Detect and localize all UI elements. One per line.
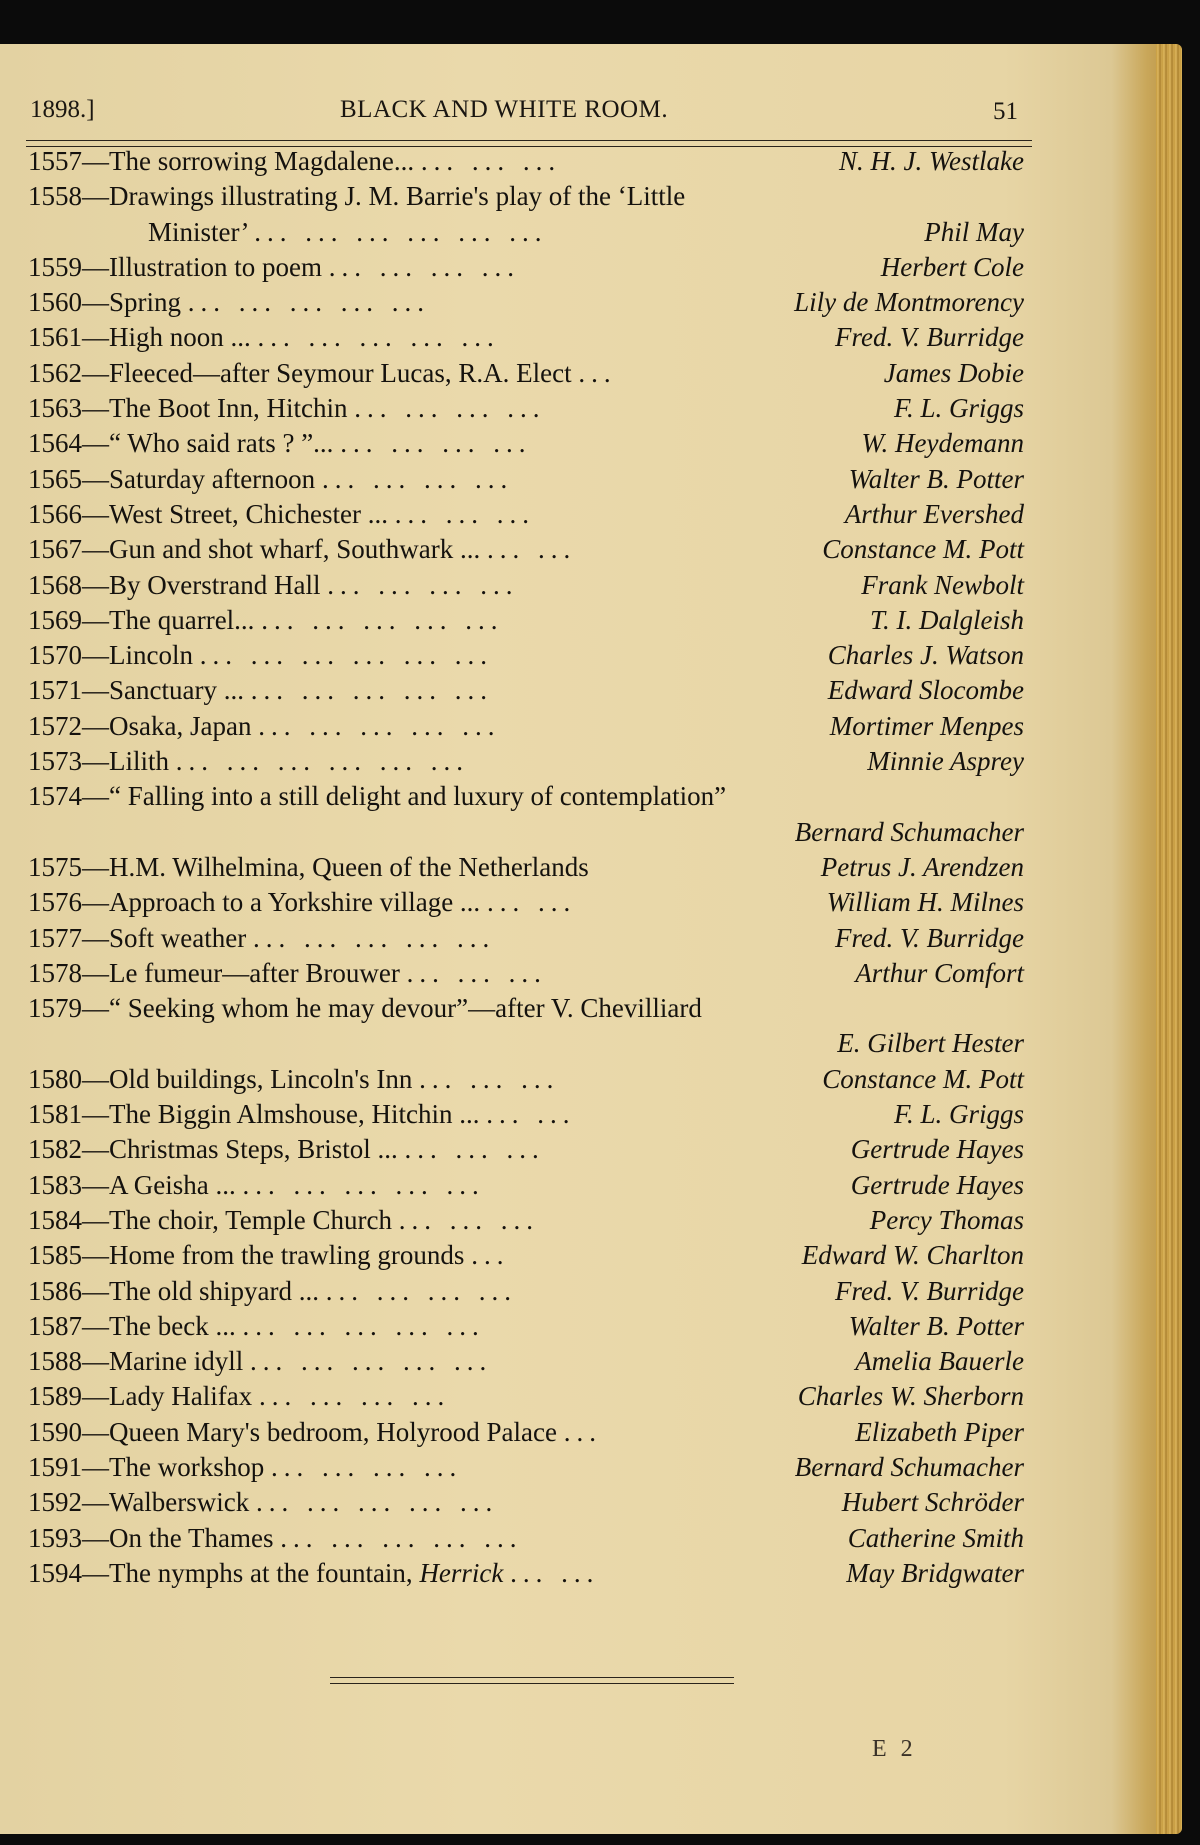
entry-dash: — [82,993,109,1024]
entry-dash: — [82,781,109,812]
catalogue-entry [28,1309,1032,1344]
entry-number: 1558 [28,181,82,212]
entry-dash: — [82,251,109,282]
entry-artist: T. I. Dalgleish [870,604,1024,635]
entry-number: 1577 [28,922,82,953]
entry-title: Osaka, Japan [109,710,252,741]
catalogue-entry [28,1168,1032,1203]
catalogue-entry [28,462,1032,497]
entry-text [28,358,617,388]
dot-leader: ... [471,1240,510,1271]
catalogue-entry [28,1097,1032,1132]
entry-title: Gun and shot wharf, Southwark ... [109,534,481,565]
entry-number: 1573 [28,746,82,777]
entry-text [28,887,576,917]
entry-number: 1565 [28,463,82,494]
entry-artist: William H. Milnes [826,887,1024,918]
entry-dash: — [82,569,109,600]
catalogue-entry [28,215,1032,250]
entry-title: Soft weather [109,922,247,953]
entry-number: 1561 [28,322,82,353]
entry-title: Minister’ [148,216,248,247]
entry-artist: Percy Thomas [869,1204,1024,1235]
entry-number: 1578 [28,957,82,988]
entry-artist: Arthur Evershed [844,498,1024,529]
entry-artist: Constance M. Pott [822,534,1024,565]
entry-title: “ Falling into a still delight and luxury of contemplation” [109,781,727,812]
running-head-title: BLACK AND WHITE ROOM. [340,96,669,123]
entry-text [28,393,545,423]
running-head [30,96,1032,136]
entry-number: 1586 [28,1275,82,1306]
entry-artist: Fred. V. Burridge [835,322,1024,353]
catalogue-entry [28,709,1032,744]
entry-artist: Phil May [924,216,1024,247]
entry-title: Old buildings, Lincoln's Inn [109,1063,413,1094]
entry-text [28,428,531,458]
entry-number: 1580 [28,1063,82,1094]
book-page [0,44,1182,1834]
entry-artist: E. Gilbert Hester [837,1028,1024,1059]
dot-leader: ... ... ... ... [270,1451,463,1482]
entry-number: 1557 [28,146,82,176]
entry-dash: — [82,1487,109,1518]
catalogue-entry [28,391,1032,426]
entry-title: “ Seeking whom he may devour”—after V. Chevilliard [109,993,702,1024]
entry-text [28,287,430,317]
entry-title: Christmas Steps, Bristol ... [109,1134,398,1165]
entry-number: 1575 [28,851,82,882]
entry-number: 1571 [28,675,82,706]
entry-title: Drawings illustrating J. M. Barrie's play of the ‘Little [109,181,686,212]
entry-dash: — [82,534,109,565]
entry-number: 1570 [28,640,82,671]
entry-artist: Elizabeth Piper [855,1416,1024,1447]
entry-number: 1567 [28,534,82,565]
signature-mark: E 2 [872,1736,917,1762]
dot-leader: ... ... ... ... ... [256,1487,499,1518]
dot-leader: ... ... ... [419,1063,560,1094]
entry-dash: — [82,1240,109,1271]
entry-artist: May Bridgwater [846,1557,1024,1588]
entry-title: Fleeced—after Seymour Lucas, R.A. Elect [109,357,572,388]
catalogue-entry [28,144,1032,179]
entry-text [28,1064,559,1094]
entry-title: The workshop [109,1451,265,1482]
entry-number: 1564 [28,428,82,459]
entry-dash: — [82,498,109,529]
entry-artist: Gertrude Hayes [850,1134,1024,1165]
entry-number: 1579 [28,993,82,1024]
entry-title: A Geisha ... [109,1169,236,1200]
entry-number: 1584 [28,1204,82,1235]
entry-artist: Fred. V. Burridge [835,922,1024,953]
entry-title: H.M. Wilhelmina, Queen of the Netherlands [109,851,589,882]
catalogue-entry [28,603,1032,638]
entry-artist: Minnie Asprey [867,746,1024,777]
entry-dash: — [82,1451,109,1482]
entry-dash: — [82,1134,109,1165]
entry-title: The choir, Temple Church [109,1204,392,1235]
dot-leader: ... ... ... ... ... [261,604,504,635]
entry-artist: Charles W. Sherborn [797,1381,1024,1412]
entry-dash: — [82,146,109,176]
entry-dash: — [82,1063,109,1094]
entry-text [28,781,726,811]
entry-text [28,711,500,741]
entry-number: 1594 [28,1557,82,1588]
dot-leader: ... ... ... ... ... [258,710,501,741]
entry-artist: Bernard Schumacher [794,1451,1024,1482]
entry-text [28,923,495,953]
entry-dash: — [82,1275,109,1306]
entry-text [28,1452,462,1482]
dot-leader: ... ... ... ... ... [242,1310,485,1341]
entry-text [28,993,702,1023]
catalogue-entry [28,356,1032,391]
catalogue-entry [28,1344,1032,1379]
dot-leader: ... ... ... ... ... [249,1346,493,1377]
dot-leader: ... ... ... ... [327,569,519,600]
entry-number: 1568 [28,569,82,600]
entry-dash: — [82,322,109,353]
entry-dash: — [82,181,109,212]
dot-leader: ... ... ... ... [354,393,546,424]
entry-title: Walberswick [109,1487,250,1518]
entry-number: 1569 [28,604,82,635]
dot-leader: ... [578,357,617,388]
entry-text [28,252,520,282]
catalogue-entry [28,1485,1032,1520]
entry-text [28,1558,599,1588]
entry-title: Lincoln [109,640,193,671]
entry-artist: Bernard Schumacher [794,816,1024,847]
entry-number: 1560 [28,287,82,318]
catalogue-entry [28,673,1032,708]
entry-title: The Biggin Almshouse, Hitchin ... [109,1099,480,1130]
entry-number: 1566 [28,498,82,529]
catalogue-entry [28,1132,1032,1167]
entry-artist: F. L. Griggs [893,1099,1024,1130]
entry-number: 1591 [28,1451,82,1482]
catalogue-entry [28,815,1032,850]
entry-title: Queen Mary's bedroom, Holyrood Palace [109,1416,557,1447]
entry-number: 1590 [28,1416,82,1447]
running-head-year: 1898.] [30,96,95,123]
entry-text [28,1240,509,1270]
entry-artist: Edward W. Charlton [801,1240,1024,1271]
entry-artist: Frank Newbolt [861,569,1024,600]
catalogue-entry [28,885,1032,920]
dot-leader: ... ... ... ... ... [242,1169,485,1200]
entry-title: Saturday afternoon [109,463,316,494]
entry-text [28,746,469,776]
entry-text [28,675,493,705]
entry-title: West Street, Chichester ... [109,498,389,529]
entry-text [28,181,685,211]
entry-text [28,1311,485,1341]
dot-leader: ... ... [486,534,577,565]
entry-artist: Constance M. Pott [822,1063,1024,1094]
entry-title: On the Thames [109,1522,274,1553]
entry-dash: — [82,1557,109,1588]
entry-artist: Mortimer Menpes [829,710,1024,741]
entry-text [28,605,503,635]
entry-dash: — [82,463,109,494]
book-binding-edge [1156,44,1182,1834]
entry-title: Le fumeur—after Brouwer [109,957,400,988]
entry-number: 1582 [28,1134,82,1165]
page-number: 51 [993,98,1018,125]
catalogue-entry [28,1203,1032,1238]
entry-artist: Lily de Montmorency [794,287,1024,318]
dot-leader: ... ... ... [420,146,562,176]
entry-text [28,499,535,529]
entry-dash: — [82,675,109,706]
entry-dash: — [82,710,109,741]
catalogue-entry [28,1556,1032,1591]
entry-text [28,322,500,352]
catalogue-entry [28,779,1032,814]
entry-artist: Walter B. Potter [848,463,1024,494]
entry-number: 1593 [28,1522,82,1553]
entry-dash: — [82,1204,109,1235]
entry-number: 1585 [28,1240,82,1271]
entry-text [28,1205,539,1235]
entry-number: 1581 [28,1099,82,1130]
dot-leader: ... ... [486,887,577,918]
catalogue-entry [28,1026,1032,1061]
catalogue-entry [28,921,1032,956]
dot-leader: ... ... ... ... [328,251,520,282]
catalogue-entry [28,568,1032,603]
dot-leader: ... ... ... ... ... [257,322,500,353]
dot-leader: ... [563,1416,602,1447]
entry-title: Spring [109,287,182,318]
entry-text [28,1381,450,1411]
dot-leader: ... ... ... ... [321,463,514,494]
entry-dash: — [82,1381,109,1412]
dot-leader: ... ... ... [404,1134,545,1165]
entry-dash: — [82,428,109,459]
catalogue-entry [28,744,1032,779]
entry-dash: — [82,922,109,953]
entry-dash: — [82,640,109,671]
entry-number: 1572 [28,710,82,741]
entry-artist: N. H. J. Westlake [839,146,1024,176]
entry-dash: — [82,1522,109,1553]
entry-number: 1589 [28,1381,82,1412]
entry-title: By Overstrand Hall [109,569,321,600]
dot-leader: ... ... ... [406,957,547,988]
dot-leader: ... ... ... ... ... ... [254,216,548,247]
dot-leader: ... ... ... ... ... [252,922,496,953]
entry-text [28,1099,576,1129]
entry-title: The Boot Inn, Hitchin [109,393,348,424]
entry-dash: — [82,1310,109,1341]
entry-dash: — [82,287,109,318]
entry-dash: — [82,357,109,388]
dot-leader: ... ... [510,1557,600,1588]
catalogue-entry [28,1379,1032,1414]
entry-number: 1583 [28,1169,82,1200]
entry-text [28,534,576,564]
entry-number: 1574 [28,781,82,812]
entry-title: The old shipyard ... [109,1275,319,1306]
entry-artist: Arthur Comfort [855,957,1024,988]
entry-text [28,464,513,494]
entry-artist: Amelia Bauerle [855,1346,1024,1377]
entry-title: Marine idyll [109,1346,244,1377]
dot-leader: ... ... ... ... ... [187,287,431,318]
entry-title: Sanctuary ... [109,675,244,706]
entry-artist: Charles J. Watson [827,640,1024,671]
entry-title: The quarrel... [109,604,255,635]
catalogue-entry [28,956,1032,991]
entry-artist: F. L. Griggs [893,393,1024,424]
entry-dash: — [82,1169,109,1200]
entry-dash: — [82,604,109,635]
catalogue-entry [28,991,1032,1026]
dot-leader: ... ... ... ... [340,428,532,459]
entry-dash: — [82,1416,109,1447]
entry-text [28,1170,485,1200]
entry-number: 1592 [28,1487,82,1518]
entry-number: 1587 [28,1310,82,1341]
catalogue-entry [28,1062,1032,1097]
entry-text [28,1487,498,1517]
entry-title: Approach to a Yorkshire village ... [109,887,481,918]
catalogue-entry [28,638,1032,673]
entry-artist: Fred. V. Burridge [835,1275,1024,1306]
entry-text [28,1417,602,1447]
entry-number: 1563 [28,393,82,424]
entry-text [28,1276,517,1306]
entry-title-author: Herrick [419,1557,504,1588]
entry-title: “ Who said rats ? ”... [109,428,334,459]
entry-number: 1588 [28,1346,82,1377]
entry-artist: Edward Slocombe [827,675,1024,706]
dot-leader: ... ... ... [394,498,536,529]
entry-title: The sorrowing Magdalene... [109,146,415,176]
entry-title: The nymphs at the fountain, [109,1557,413,1588]
entry-title: Lilith [109,746,169,777]
entry-title: Illustration to poem [109,251,322,282]
entry-dash: — [82,746,109,777]
entry-dash: — [82,887,109,918]
catalogue-entry [28,250,1032,285]
entry-number: 1576 [28,887,82,918]
catalogue-entry [28,1450,1032,1485]
catalogue-entry [28,285,1032,320]
entry-artist: Walter B. Potter [848,1310,1024,1341]
dot-leader: ... ... ... ... ... ... [199,640,493,671]
entry-artist: W. Heydemann [861,428,1024,459]
entry-dash: — [82,1346,109,1377]
entry-text [28,146,561,176]
entry-number: 1562 [28,357,82,388]
dot-leader: ... ... ... ... ... ... [175,746,469,777]
entry-text [28,1523,522,1553]
bottom-double-rule [330,1677,734,1684]
entry-number: 1559 [28,251,82,282]
dot-leader: ... ... ... ... ... [250,675,493,706]
catalogue-entry [28,497,1032,532]
entry-text [28,958,547,988]
entry-text [28,1346,492,1376]
entry-text [28,570,518,600]
catalogue-entry [28,1238,1032,1273]
entry-title: Home from the trawling grounds [109,1240,465,1271]
dot-leader: ... ... ... ... [258,1381,451,1412]
entry-text [28,640,493,670]
catalogue-entry [28,1274,1032,1309]
catalogue-entry [28,426,1032,461]
catalogue-entry [28,1415,1032,1450]
entry-dash: — [82,851,109,882]
entry-dash: — [82,393,109,424]
entry-artist: Petrus J. Arendzen [820,851,1024,882]
catalogue-entry [28,1521,1032,1556]
entry-title: Lady Halifax [109,1381,253,1412]
catalogue-entry [28,850,1032,885]
dot-leader: ... ... ... ... ... [280,1522,523,1553]
entry-artist: James Dobie [883,357,1024,388]
entry-artist: Gertrude Hayes [850,1169,1024,1200]
catalogue-entry [28,179,1032,214]
entry-title: The beck ... [109,1310,236,1341]
entry-dash: — [82,957,109,988]
dot-leader: ... ... [486,1099,576,1130]
catalogue-entry [28,320,1032,355]
catalogue-entry-list [28,144,1032,1591]
entry-text [148,217,547,247]
dot-leader: ... ... ... ... [325,1275,517,1306]
dot-leader: ... ... ... [398,1204,539,1235]
entry-artist: Hubert Schröder [841,1487,1024,1518]
entry-text [28,852,589,882]
entry-artist: Herbert Cole [880,251,1024,282]
entry-title: High noon ... [109,322,251,353]
entry-dash: — [82,1099,109,1130]
entry-artist: Catherine Smith [847,1522,1024,1553]
entry-text [28,1134,545,1164]
catalogue-entry [28,532,1032,567]
